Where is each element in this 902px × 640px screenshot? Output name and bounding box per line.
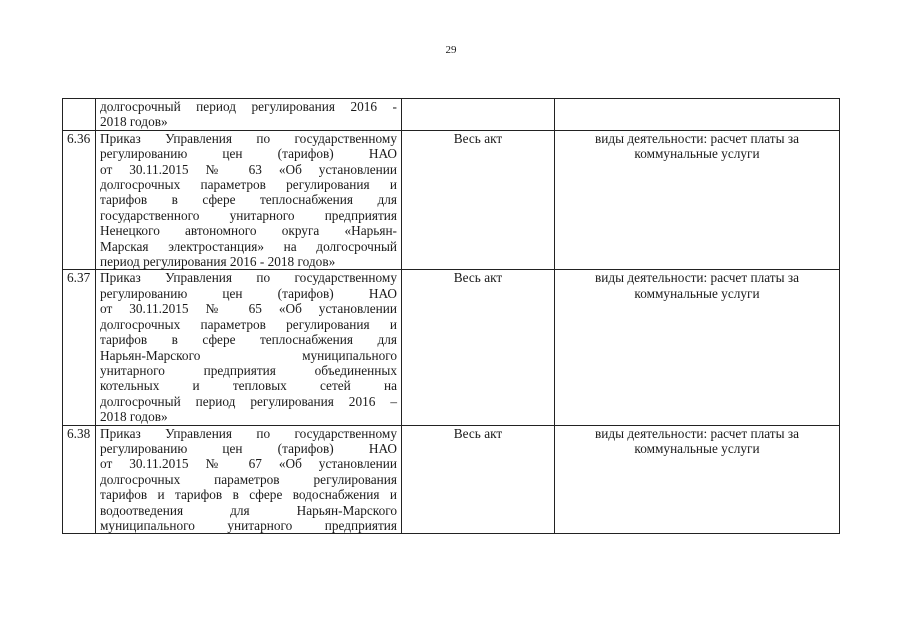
activity-type: [555, 99, 840, 131]
act-name-line: тарифов в сфере теплоснабжения для: [100, 332, 397, 348]
act-name-line: государственного унитарного предприятия: [100, 207, 397, 223]
act-name-line: долгосрочных параметров регулирования и: [100, 316, 397, 332]
act-name-line: водоотведения для Нарьян-Марского: [100, 502, 397, 518]
act-name-line: долгосрочный период регулирования 2016 -: [100, 99, 397, 114]
act-name-line: котельных и тепловых сетей на: [100, 378, 397, 394]
activity-type-line: коммунальные услуги: [634, 285, 760, 301]
act-name-line: Приказ Управления по государственному: [100, 425, 397, 441]
act-name-line: 2018 годов»: [100, 409, 168, 425]
act-name-line: долгосрочных параметров регулирования и: [100, 177, 397, 193]
act-name-line: Марская электростанция» на долгосрочный: [100, 238, 397, 254]
act-scope: [402, 99, 555, 131]
act-name: [96, 130, 402, 270]
act-name-line: тарифов и тарифов в сфере водоснабжения и: [100, 487, 397, 503]
act-scope: Весь акт: [402, 425, 555, 534]
act-name-line: от 30.11.2015 № 65 «Об установлении: [100, 301, 397, 317]
activity-type-line: виды деятельности: расчет платы за: [595, 425, 799, 441]
activity-type: [555, 270, 840, 425]
row-number: [63, 99, 96, 131]
table-row: [63, 130, 840, 270]
act-name-line: долгосрочный период регулирования 2016 –: [100, 393, 397, 409]
act-scope: Весь акт: [402, 270, 555, 425]
act-name: [96, 270, 402, 425]
act-scope: Весь акт: [402, 130, 555, 270]
act-name-line: Приказ Управления по государственному: [100, 130, 397, 146]
act-name: [96, 99, 402, 131]
activity-type-line: виды деятельности: расчет платы за: [595, 130, 799, 146]
act-name-line: от 30.11.2015 № 67 «Об установлении: [100, 456, 397, 472]
act-name-line: регулированию цен (тарифов) НАО: [100, 440, 397, 456]
act-name: [96, 425, 402, 534]
act-name-line: муниципального унитарного предприятия: [100, 517, 397, 533]
activity-type: [555, 425, 840, 534]
activity-type-line: коммунальные услуги: [634, 440, 760, 456]
page-number: 29: [445, 44, 457, 56]
table-row: [63, 425, 840, 534]
act-name-line: долгосрочных параметров регулирования: [100, 471, 397, 487]
table-body: [63, 99, 840, 534]
activity-type: [555, 130, 840, 270]
table-row: [63, 99, 840, 131]
act-name-line: регулированию цен (тарифов) НАО: [100, 285, 397, 301]
row-number: 6.38: [63, 425, 96, 534]
activity-type-line: коммунальные услуги: [634, 146, 760, 162]
act-name-line: унитарного предприятия объединенных: [100, 362, 397, 378]
act-name-line: период регулирования 2016 - 2018 годов»: [100, 254, 336, 270]
act-name-line: от 30.11.2015 № 63 «Об установлении: [100, 161, 397, 177]
table-row: [63, 270, 840, 425]
acts-table: [62, 98, 840, 534]
row-number: 6.36: [63, 130, 96, 270]
act-name-line: тарифов в сфере теплоснабжения для: [100, 192, 397, 208]
activity-type-line: виды деятельности: расчет платы за: [595, 270, 799, 286]
act-name-line: Нарьян-Марского муниципального: [100, 347, 397, 363]
row-number: 6.37: [63, 270, 96, 425]
act-name-line: регулированию цен (тарифов) НАО: [100, 146, 397, 162]
act-name-line: Приказ Управления по государственному: [100, 270, 397, 286]
act-name-line: 2018 годов»: [100, 114, 168, 130]
act-name-line: Ненецкого автономного округа «Нарьян-: [100, 223, 397, 239]
